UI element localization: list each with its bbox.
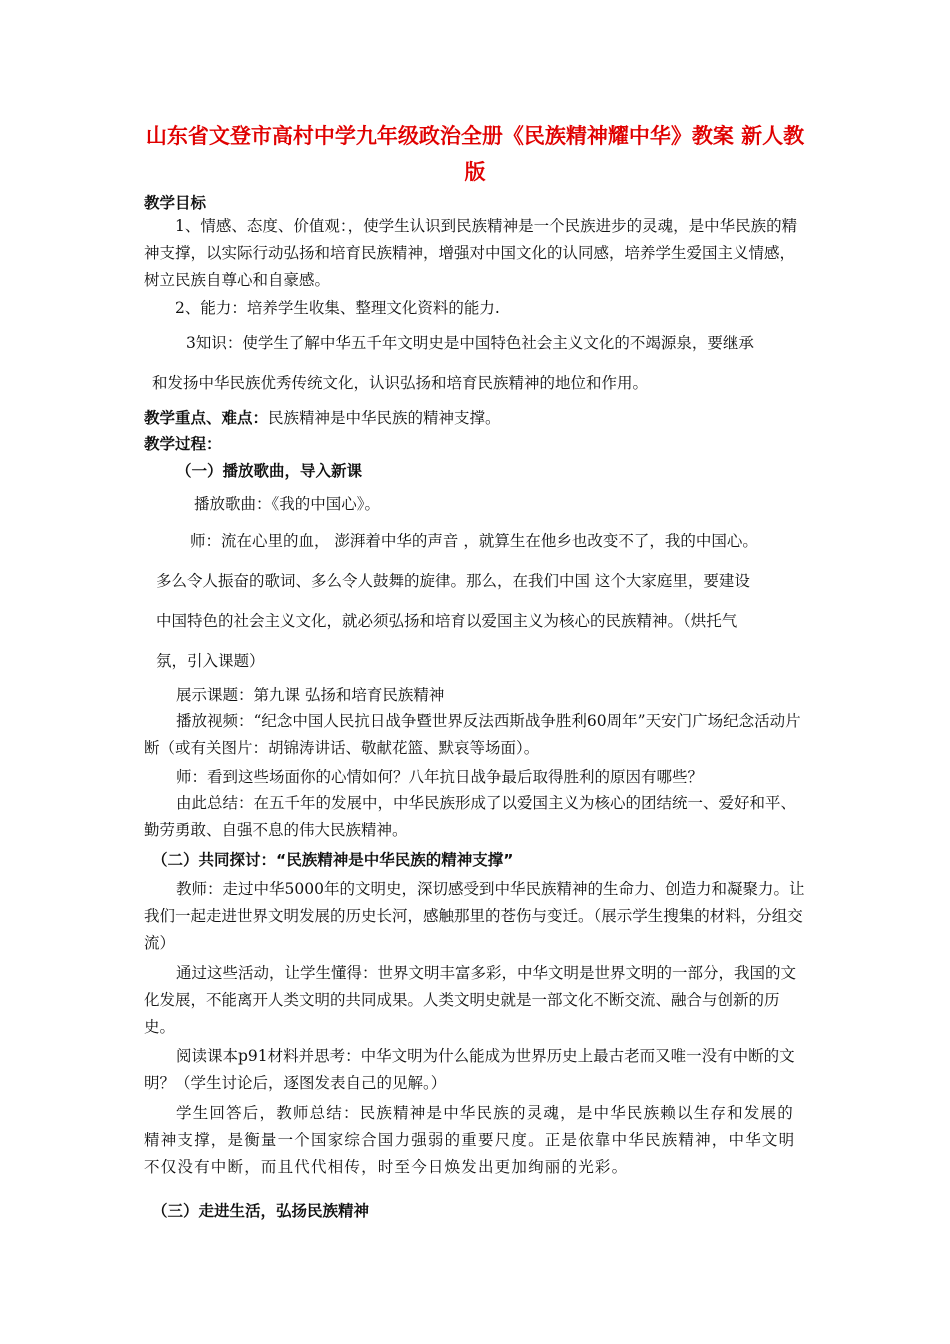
objectives-heading: 教学目标 bbox=[144, 194, 207, 212]
objective-1: 1、情感、态度、价值观：，使学生认识到民族精神是一个民族进步的灵魂，是中华民族的精神支撑，以实际行动弘扬和培育民族精神，增强对中国文化的认同感，培养学生爱国主义情感，树立民族自尊心和自豪感。 bbox=[144, 217, 798, 289]
reading-paragraph: 阅读课本p91材料并思考：中华文明为什么能成为世界历史上最古老而又唯一没有中断的文明？（学生讨论后，逐图发表自己的见解。） bbox=[144, 1047, 795, 1092]
teacher-3: 教师：走过中华5000年的文明史，深切感受到中华民族精神的生命力、创造力和凝聚力。让我们一起走进世界文明发展的历史长河，感触那里的苍伤与变迁。（展示学生搜集的材料，分组交流） bbox=[144, 880, 805, 952]
key-points-text: 民族精神是中华民族的精神支撑。 bbox=[268, 409, 501, 427]
teacher-1-line-3: 中国特色的社会主义文化，就必须弘扬和培育以爱国主义为核心的民族精神。（烘托气 bbox=[156, 612, 738, 630]
teacher-2: 师：看到这些场面你的心情如何？八年抗日战争最后取得胜利的原因有哪些？ bbox=[176, 768, 704, 786]
section-2-heading: （二）共同探讨：“民族精神是中华民族的精神支撑” bbox=[152, 851, 514, 869]
song-line: 播放歌曲：《我的中国心》。 bbox=[194, 495, 381, 513]
teacher-1-line-1: 师：流在心里的血， 澎湃着中华的声音 ，就算生在他乡也改变不了，我的中国心。 bbox=[190, 532, 758, 550]
objective-2: 2、能力：培养学生收集、整理文化资料的能力. bbox=[175, 299, 500, 317]
activities-paragraph: 通过这些活动，让学生懂得：世界文明丰富多彩，中华文明是世界文明的一部分，我国的文化发展，不能离开人类文明的共同成果。人类文明史就是一部文化不断交流、融合与创新的历史。 bbox=[144, 964, 797, 1036]
section-3-heading: （三）走进生活，弘扬民族精神 bbox=[152, 1202, 370, 1220]
teacher-1-line-2: 多么令人振奋的歌词、多么令人鼓舞的旋律。那么，在我们中国 这个大家庭里，要建设 bbox=[156, 572, 750, 590]
video-paragraph: 播放视频：“纪念中国人民抗日战争暨世界反法西斯战争胜利60周年”天安门广场纪念活动片断（或有关图片：胡锦涛讲话、敬献花篮、默哀等场面）。 bbox=[144, 712, 801, 757]
key-points bbox=[144, 407, 501, 429]
teacher-1-line-4: 氛，引入课题） bbox=[156, 652, 265, 670]
key-points-label: 教学重点、难点： bbox=[144, 409, 269, 427]
summary-1: 由此总结：在五千年的发展中，中华民族形成了以爱国主义为核心的团结统一、爱好和平、勤劳勇敢、自强不息的伟大民族精神。 bbox=[144, 794, 797, 839]
show-topic: 展示课题：第九课 弘扬和培育民族精神 bbox=[176, 686, 445, 704]
section-1-heading: （一）播放歌曲，导入新课 bbox=[176, 462, 363, 480]
process-heading: 教学过程： bbox=[144, 435, 222, 453]
objective-3-line-2: 和发扬中华民族优秀传统文化，认识弘扬和培育民族精神的地位和作用。 bbox=[152, 374, 649, 392]
objective-3-line-1: 3知识：使学生了解中华五千年文明史是中国特色社会主义文化的不竭源泉，要继承 bbox=[186, 334, 754, 352]
summary-2: 学生回答后，教师总结：民族精神是中华民族的灵魂，是中华民族赖以生存和发展的精神支撑，是衡量一个国家综合国力强弱的重要尺度。正是依靠中华民族精神，中华文明不仅没有中断，而且代代相传，时至今日焕发出更加绚丽的光彩。 bbox=[144, 1104, 796, 1176]
page-title: 山东省文登市高村中学九年级政治全册《民族精神耀中华》教案 新人教版 bbox=[145, 124, 805, 184]
